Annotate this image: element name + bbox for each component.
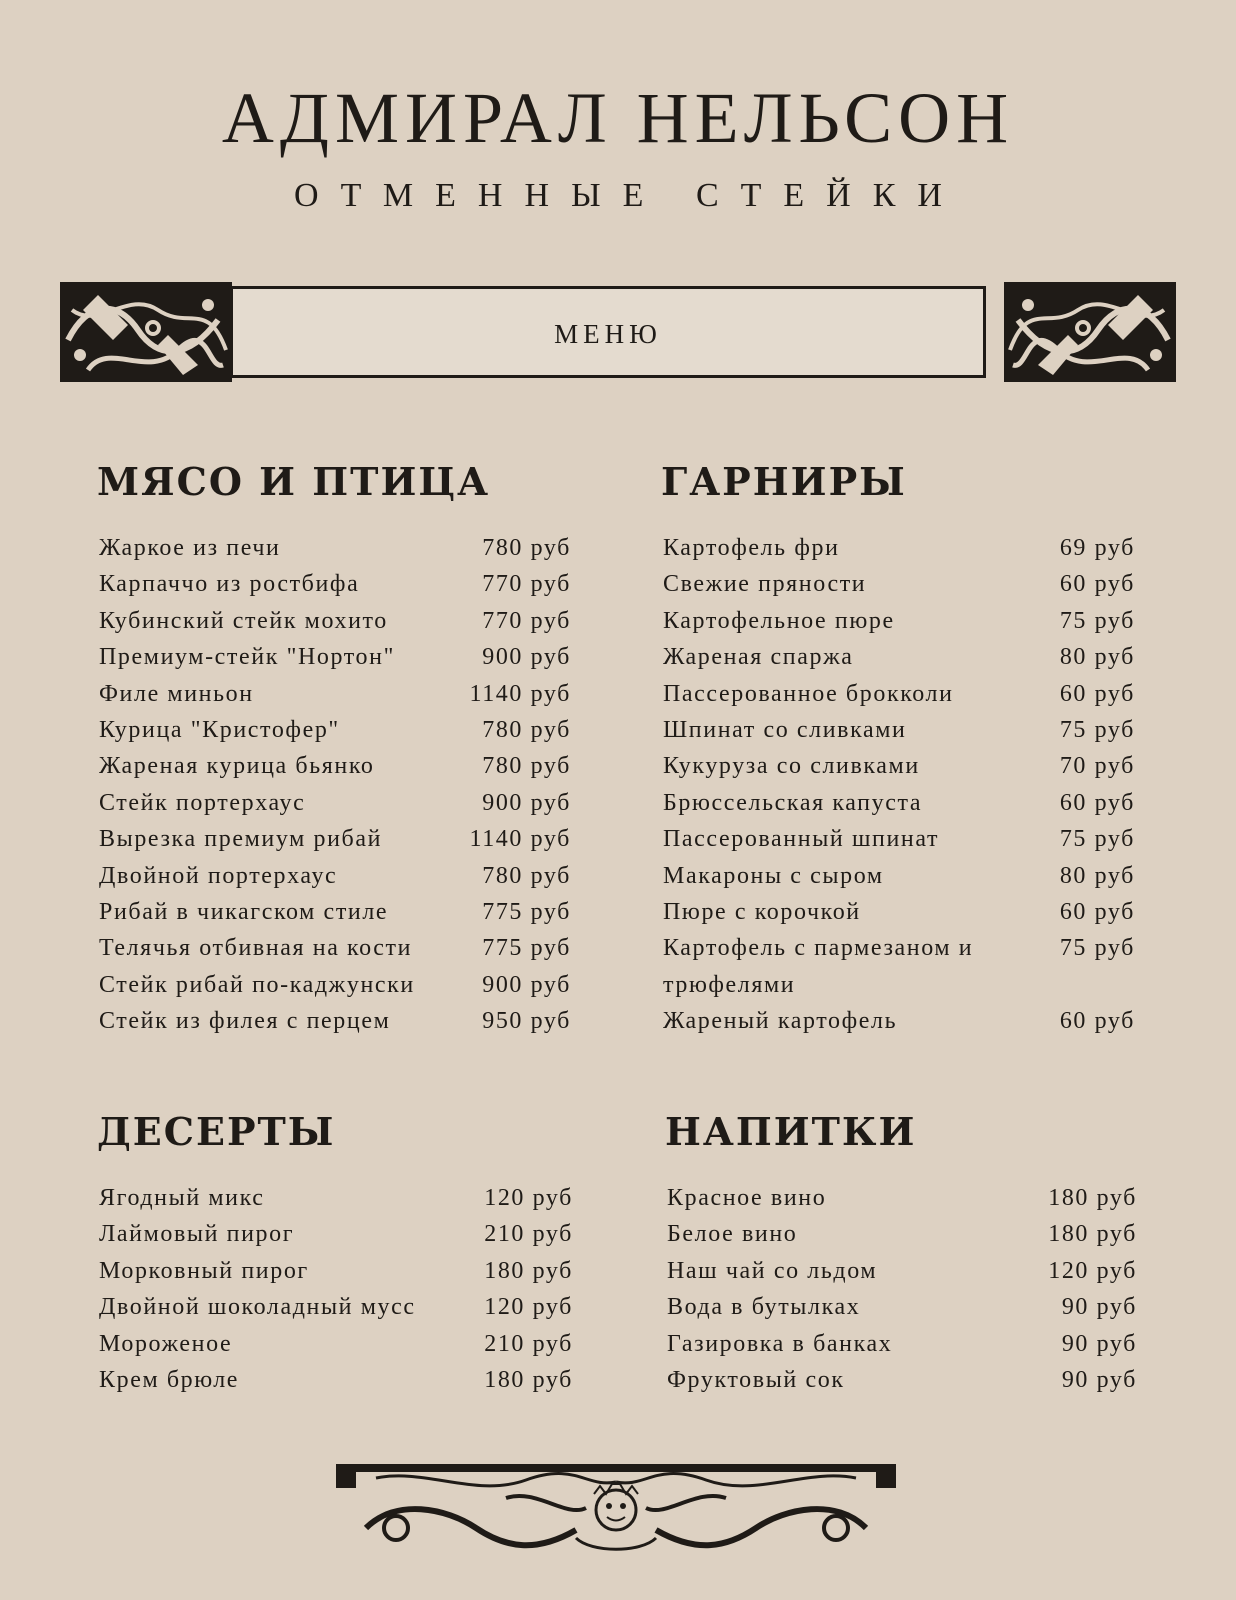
menu-item-name: Телячья отбивная на кости bbox=[99, 935, 413, 962]
restaurant-title: АДМИРАЛ НЕЛЬСОН bbox=[221, 78, 1015, 158]
menu-item-name: Жареная курица бьянко bbox=[99, 753, 375, 780]
menu-item-name: Двойной шоколадный мусс bbox=[99, 1294, 416, 1321]
restaurant-subtitle: ОТМЕННЫЕ СТЕЙКИ bbox=[294, 177, 964, 214]
menu-item-price: 60 руб bbox=[1059, 680, 1135, 707]
menu-item-name: Газировка в банках bbox=[667, 1330, 893, 1357]
menu-item bbox=[663, 821, 1135, 857]
menu-item-name: Жареный картофель bbox=[663, 1008, 898, 1035]
menu-item-price: 60 руб bbox=[1059, 789, 1135, 816]
menu-item bbox=[667, 1362, 1137, 1398]
menu-item-name: Премиум-стейк "Нортон" bbox=[99, 644, 396, 671]
menu-item-price: 775 руб bbox=[482, 898, 571, 925]
menu-item-name: Брюссельская капуста bbox=[663, 789, 923, 816]
menu-item bbox=[667, 1253, 1137, 1289]
menu-item-name: Свежие пряности bbox=[663, 571, 867, 598]
menu-item bbox=[99, 821, 571, 857]
menu-item bbox=[663, 894, 1135, 930]
menu-item bbox=[663, 639, 1135, 675]
menu-item bbox=[99, 1362, 573, 1398]
section-drinks bbox=[665, 1108, 1137, 1393]
menu-item-price: 60 руб bbox=[1059, 571, 1135, 598]
menu-item-price: 75 руб bbox=[1059, 826, 1135, 853]
menu-item-price: 120 руб bbox=[1048, 1257, 1137, 1284]
menu-item bbox=[99, 858, 571, 894]
menu-item-price: 210 руб bbox=[484, 1330, 573, 1357]
menu-item bbox=[663, 676, 1135, 712]
menu-banner-label: МЕНЮ bbox=[554, 319, 662, 349]
item-list bbox=[663, 530, 1135, 1039]
menu-item-name: Двойной портерхаус bbox=[99, 862, 338, 889]
menu-item-price: 780 руб bbox=[482, 716, 571, 743]
menu-item bbox=[99, 1253, 573, 1289]
footer-ornament-icon bbox=[336, 1458, 896, 1558]
menu-item-price: 210 руб bbox=[484, 1221, 573, 1248]
menu-item bbox=[99, 748, 571, 784]
menu-item-name: Стейк из филея с перцем bbox=[99, 1008, 391, 1035]
section-meat bbox=[97, 458, 571, 1035]
menu-item bbox=[99, 603, 571, 639]
menu-item-name: Кукуруза со сливками bbox=[663, 753, 920, 780]
menu-item bbox=[99, 785, 571, 821]
menu-item-name: Картофель с пармезаном и трюфелями bbox=[663, 935, 974, 998]
menu-item-price: 69 руб bbox=[1059, 535, 1135, 561]
menu-item bbox=[99, 1326, 573, 1362]
menu-item-name: Филе миньон bbox=[99, 680, 254, 707]
menu-item-name: Вода в бутылках bbox=[667, 1294, 861, 1321]
menu-item bbox=[663, 1003, 1135, 1039]
menu-item-price: 1140 руб bbox=[469, 826, 571, 853]
menu-item bbox=[663, 566, 1135, 602]
menu-banner-box bbox=[230, 286, 986, 378]
menu-item bbox=[663, 930, 1135, 1003]
menu-item-price: 180 руб bbox=[484, 1366, 573, 1393]
menu-item-name: Мороженое bbox=[99, 1330, 233, 1357]
menu-item bbox=[99, 639, 571, 675]
menu-item-price: 80 руб bbox=[1059, 862, 1135, 889]
section-title: МЯСО И ПТИЦА bbox=[97, 459, 491, 504]
menu-item bbox=[99, 1216, 573, 1252]
menu-item bbox=[667, 1180, 1137, 1216]
menu-item bbox=[99, 1003, 571, 1039]
menu-item-name: Шпинат со сливками bbox=[663, 716, 907, 743]
menu-item bbox=[663, 603, 1135, 639]
menu-item-price: 780 руб bbox=[482, 753, 571, 780]
menu-item bbox=[99, 566, 571, 602]
section-desserts bbox=[97, 1108, 573, 1393]
menu-item-name: Ягодный микс bbox=[99, 1185, 265, 1211]
menu-item bbox=[663, 712, 1135, 748]
menu-item-name: Фруктовый сок bbox=[667, 1366, 845, 1393]
menu-item bbox=[663, 530, 1135, 566]
menu-item-name: Курица "Кристофер" bbox=[99, 716, 340, 743]
ornament-left-icon bbox=[58, 280, 234, 384]
menu-item-name: Макароны с сыром bbox=[663, 862, 884, 889]
menu-item-price: 120 руб bbox=[484, 1185, 573, 1211]
menu-item-name: Морковный пирог bbox=[99, 1257, 309, 1284]
menu-item-price: 180 руб bbox=[484, 1257, 573, 1284]
section-sides bbox=[661, 458, 1135, 1035]
menu-item bbox=[99, 894, 571, 930]
menu-item-name: Кубинский стейк мохито bbox=[99, 607, 388, 634]
menu-item-price: 180 руб bbox=[1048, 1185, 1137, 1211]
menu-item-price: 60 руб bbox=[1059, 1008, 1135, 1035]
section-title: ДЕСЕРТЫ bbox=[97, 1109, 336, 1154]
menu-item bbox=[99, 967, 571, 1003]
menu-item bbox=[99, 1289, 573, 1325]
menu-item-name: Рибай в чикагском стиле bbox=[99, 898, 389, 925]
menu-item-name: Стейк рибай по-каджунски bbox=[99, 971, 415, 998]
menu-item-price: 900 руб bbox=[482, 971, 571, 998]
menu-item-price: 75 руб bbox=[1059, 935, 1135, 962]
menu-item bbox=[667, 1326, 1137, 1362]
menu-item bbox=[667, 1216, 1137, 1252]
menu-item-name: Красное вино bbox=[667, 1185, 827, 1211]
menu-item-price: 900 руб bbox=[482, 644, 571, 671]
menu-item-name: Картофельное пюре bbox=[663, 607, 895, 634]
menu-item-price: 780 руб bbox=[482, 535, 571, 561]
menu-item bbox=[663, 858, 1135, 894]
menu-item bbox=[663, 748, 1135, 784]
menu-item-name: Пассерованный шпинат bbox=[663, 826, 940, 853]
menu-item-name: Жареная спаржа bbox=[663, 644, 854, 671]
menu-banner bbox=[58, 280, 1178, 390]
menu-item-name: Карпаччо из ростбифа bbox=[99, 571, 360, 598]
section-title: НАПИТКИ bbox=[665, 1109, 917, 1154]
menu-item bbox=[99, 712, 571, 748]
menu-item-name: Наш чай со льдом bbox=[667, 1257, 878, 1284]
menu-item-price: 120 руб bbox=[484, 1294, 573, 1321]
menu-item-name: Картофель фри bbox=[663, 535, 840, 561]
menu-item-name: Стейк портерхаус bbox=[99, 789, 306, 816]
menu-item-price: 90 руб bbox=[1061, 1294, 1137, 1321]
menu-item bbox=[99, 530, 571, 566]
menu-item bbox=[99, 676, 571, 712]
menu-item-price: 75 руб bbox=[1059, 716, 1135, 743]
menu-item-name: Пюре с корочкой bbox=[663, 898, 861, 925]
menu-item-name: Крем брюле bbox=[99, 1366, 240, 1393]
menu-item-name: Лаймовый пирог bbox=[99, 1221, 295, 1248]
menu-item bbox=[99, 930, 571, 966]
section-title: ГАРНИРЫ bbox=[661, 459, 907, 504]
ornament-right-icon bbox=[1002, 280, 1178, 384]
menu-item-name: Белое вино bbox=[667, 1221, 798, 1248]
item-list bbox=[667, 1180, 1137, 1398]
menu-item-price: 770 руб bbox=[482, 571, 571, 598]
menu-item-price: 75 руб bbox=[1059, 607, 1135, 634]
menu-item-price: 80 руб bbox=[1059, 644, 1135, 671]
menu-item-price: 1140 руб bbox=[469, 680, 571, 707]
menu-item-name: Вырезка премиум рибай bbox=[99, 826, 383, 853]
menu-item-price: 900 руб bbox=[482, 789, 571, 816]
menu-item-price: 180 руб bbox=[1048, 1221, 1137, 1248]
menu-item-name: Пассерованное брокколи bbox=[663, 680, 954, 707]
menu-item bbox=[667, 1289, 1137, 1325]
menu-item-price: 90 руб bbox=[1061, 1366, 1137, 1393]
item-list bbox=[99, 1180, 573, 1398]
menu-item-name: Жаркое из печи bbox=[99, 535, 281, 561]
menu-item-price: 775 руб bbox=[482, 935, 571, 962]
menu-item-price: 90 руб bbox=[1061, 1330, 1137, 1357]
menu-item-price: 770 руб bbox=[482, 607, 571, 634]
menu-item-price: 60 руб bbox=[1059, 898, 1135, 925]
item-list bbox=[99, 530, 571, 1039]
menu-item-price: 780 руб bbox=[482, 862, 571, 889]
menu-item-price: 950 руб bbox=[482, 1008, 571, 1035]
menu-item bbox=[663, 785, 1135, 821]
menu-item-price: 70 руб bbox=[1059, 753, 1135, 780]
menu-item bbox=[99, 1180, 573, 1216]
